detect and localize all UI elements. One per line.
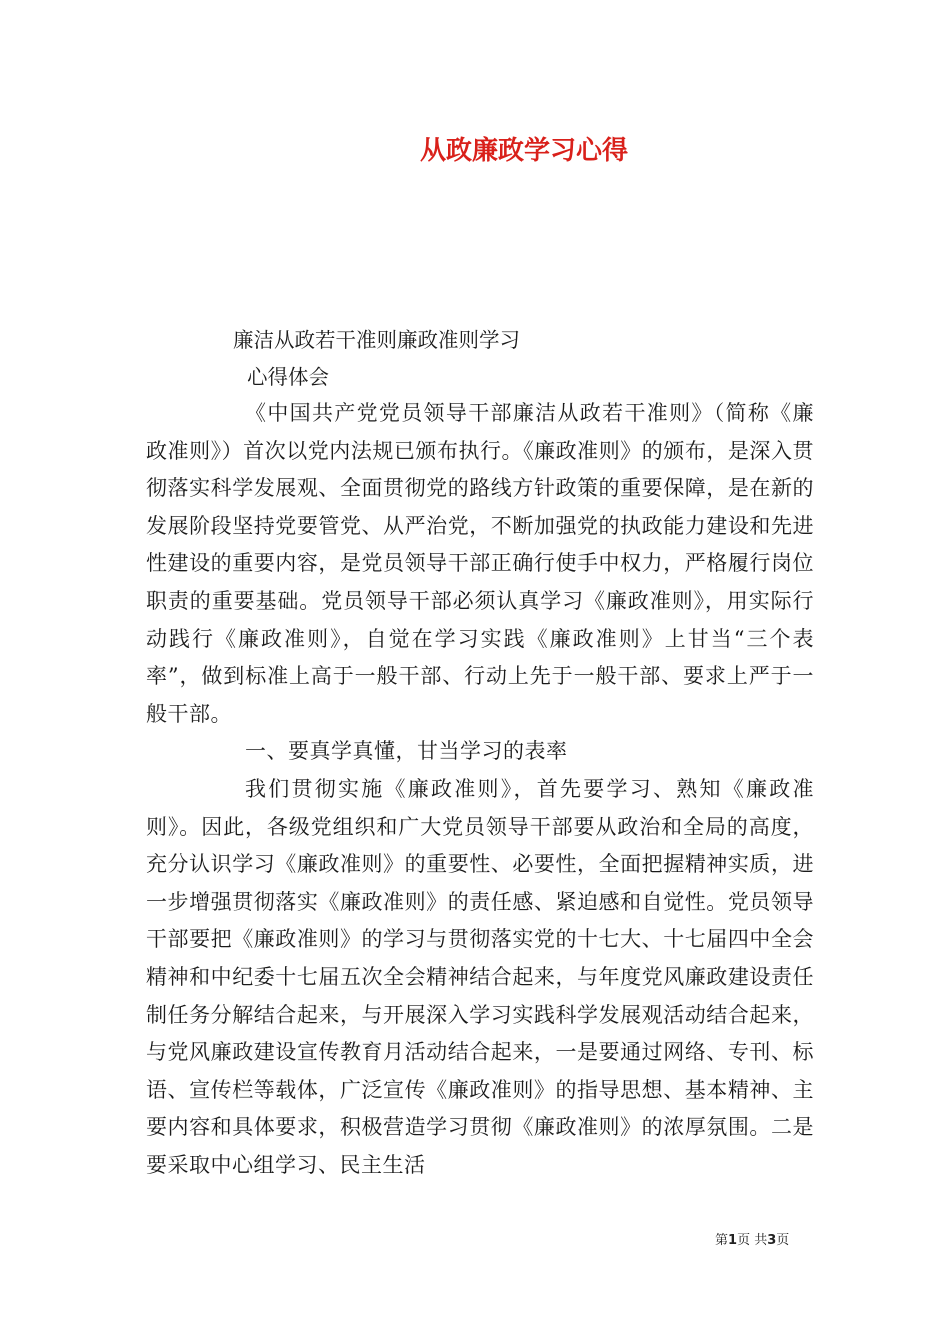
paragraph-intro: 《中国共产党党员领导干部廉洁从政若干准则》（简称《廉政准则》）首次以党内法规已颁布执行。《廉政准则》的颁布，是深入贯彻落实科学发展观、全面贯彻党的路线方针政策的重要保障，是在新的发展阶段坚持党要管党、从严治党，不断加强党的执政能力建设和先进性建设的重要内容，是党员领导干部正确行使手中权力，严格履行岗位职责的重要基础。党员领导干部必须认真学习《廉政准则》，用实际行动践行《廉政准则》，自觉在学习实践《廉政准则》上甘当“三个表率”，做到标准上高于一般干部、行动上先于一般干部、要求上严于一般干部。 bbox=[146, 401, 814, 726]
footer-prefix: 第 bbox=[715, 1233, 729, 1248]
footer-current-page: 1 bbox=[728, 1233, 738, 1248]
document-title: 从政廉政学习心得 bbox=[420, 136, 629, 166]
page-footer bbox=[715, 1231, 789, 1251]
subtitle-line-2: 心得体会 bbox=[247, 365, 329, 389]
subtitle-line-1: 廉洁从政若干准则廉政准则学习 bbox=[233, 328, 520, 352]
document-body bbox=[146, 395, 814, 1184]
section-heading-1: 一、要真学真懂，甘当学习的表率 bbox=[245, 739, 568, 764]
footer-middle: 页 共 bbox=[737, 1233, 768, 1248]
footer-suffix: 页 bbox=[776, 1233, 790, 1248]
footer-total-pages: 3 bbox=[767, 1233, 777, 1248]
paragraph-section-1: 我们贯彻实施《廉政准则》，首先要学习、熟知《廉政准则》。因此，各级党组织和广大党员领导干部要从政治和全局的高度，充分认识学习《廉政准则》的重要性、必要性，全面把握精神实质，进一步增强贯彻落实《廉政准则》的责任感、紧迫感和自觉性。党员领导干部要把《廉政准则》的学习与贯彻落实党的十七大、十七届四中全会精神和中纪委十七届五次全会精神结合起来，与年度党风廉政建设责任制任务分解结合起来，与开展深入学习实践科学发展观活动结合起来，与党风廉政建设宣传教育月活动结合起来，一是要通过网络、专刊、标语、宣传栏等载体，广泛宣传《廉政准则》的指导思想、基本精神、主要内容和具体要求，积极营造学习贯彻《廉政准则》的浓厚氛围。二是要采取中心组学习、民主生活 bbox=[146, 776, 814, 1177]
